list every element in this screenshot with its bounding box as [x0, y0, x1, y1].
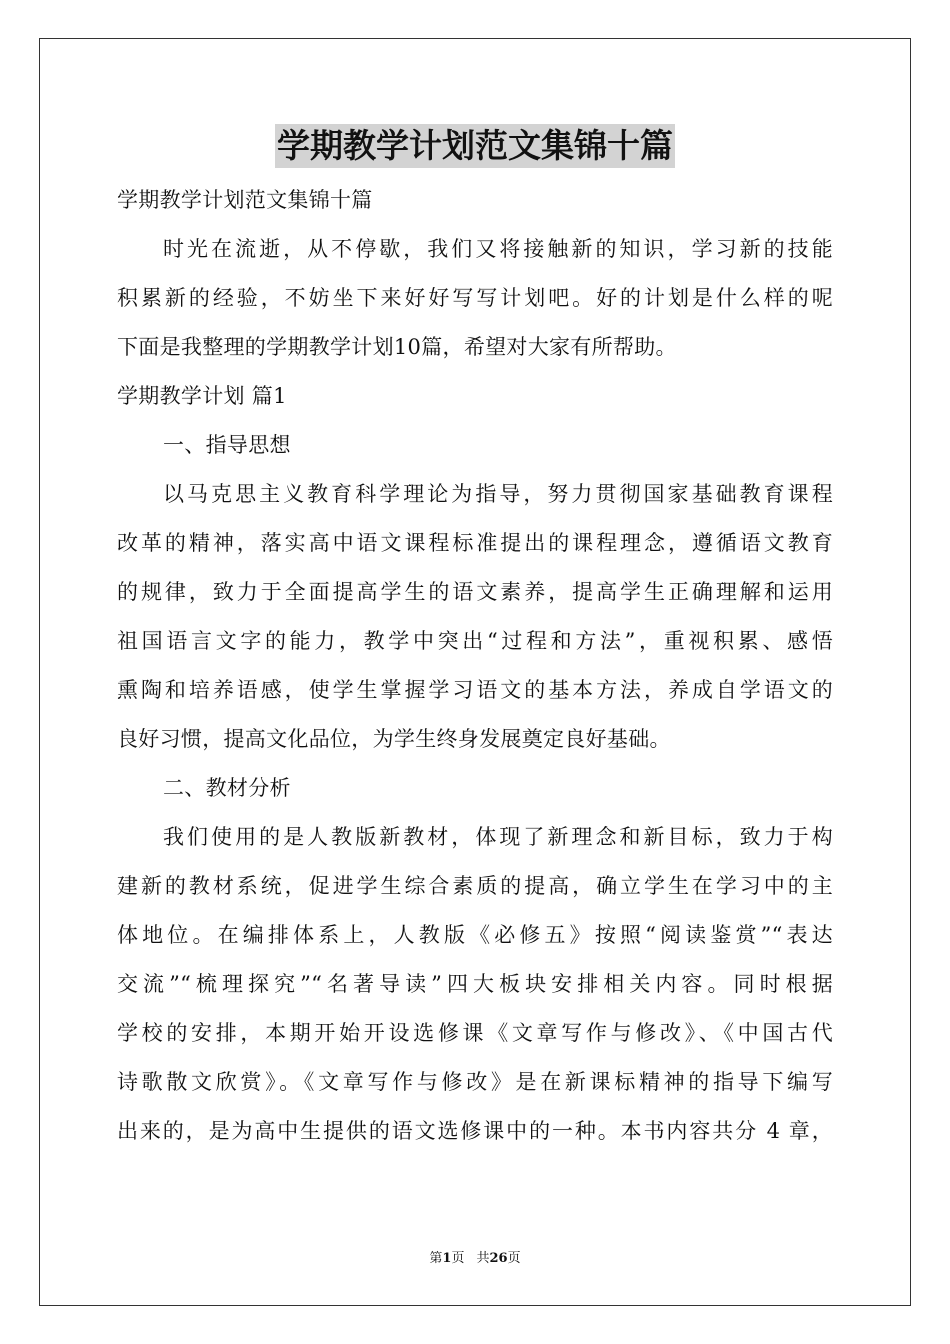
intro-paragraph-line: 下面是我整理的学期教学计划10篇，希望对大家有所帮助。	[117, 335, 677, 359]
paragraph-line: 祖国语言文字的能力，教学中突出“过程和方法”，重视积累、感悟	[117, 629, 833, 653]
intro-paragraph-line: 积累新的经验，不妨坐下来好好写写计划吧。好的计划是什么样的呢	[117, 286, 833, 310]
page-total: 26	[489, 1251, 508, 1266]
paragraph-line: 的规律，致力于全面提高学生的语文素养，提高学生正确理解和运用	[117, 580, 833, 604]
paragraph-line: 出来的，是为高中生提供的语文选修课中的一种。本书内容共分 4 章，	[117, 1119, 833, 1143]
document-body	[117, 176, 833, 1156]
page-current: 1	[442, 1251, 452, 1266]
page-suffix: 页	[451, 1251, 465, 1266]
paragraph-line: 学校的安排，本期开始开设选修课《文章写作与修改》、《中国古代	[117, 1021, 833, 1045]
paragraph-line: 体地位。在编排体系上，人教版《必修五》按照“阅读鉴赏”“表达	[117, 923, 833, 947]
paragraph-line: 熏陶和培养语感，使学生掌握学习语文的基本方法，养成自学语文的	[117, 678, 833, 702]
total-prefix: 共	[476, 1251, 490, 1266]
total-suffix: 页	[507, 1251, 521, 1266]
subsection-heading: 一、指导思想	[163, 433, 291, 457]
paragraph-line: 我们使用的是人教版新教材，体现了新理念和新目标，致力于构	[163, 825, 833, 849]
paragraph-line: 良好习惯，提高文化品位，为学生终身发展奠定良好基础。	[117, 727, 671, 751]
section-heading: 学期教学计划 篇1	[117, 384, 287, 408]
paragraph-line: 交流”“梳理探究”“名著导读”四大板块安排相关内容。同时根据	[117, 972, 833, 996]
title-container	[0, 124, 950, 168]
intro-paragraph-line: 时光在流逝，从不停歇，我们又将接触新的知识，学习新的技能	[163, 237, 833, 261]
paragraph-line: 以马克思主义教育科学理论为指导，努力贯彻国家基础教育课程	[163, 482, 833, 506]
paragraph-line: 建新的教材系统，促进学生综合素质的提高，确立学生在学习中的主	[117, 874, 833, 898]
subsection-heading: 二、教材分析	[163, 776, 291, 800]
paragraph-line: 改革的精神，落实高中语文课程标准提出的课程理念，遵循语文教育	[117, 531, 833, 555]
subtitle-line: 学期教学计划范文集锦十篇	[117, 188, 373, 212]
page-prefix: 第	[429, 1251, 443, 1266]
document-title: 学期教学计划范文集锦十篇	[275, 124, 675, 168]
paragraph-line: 诗歌散文欣赏》。《文章写作与修改》是在新课标精神的指导下编写	[117, 1070, 833, 1094]
page-footer	[0, 1250, 950, 1268]
